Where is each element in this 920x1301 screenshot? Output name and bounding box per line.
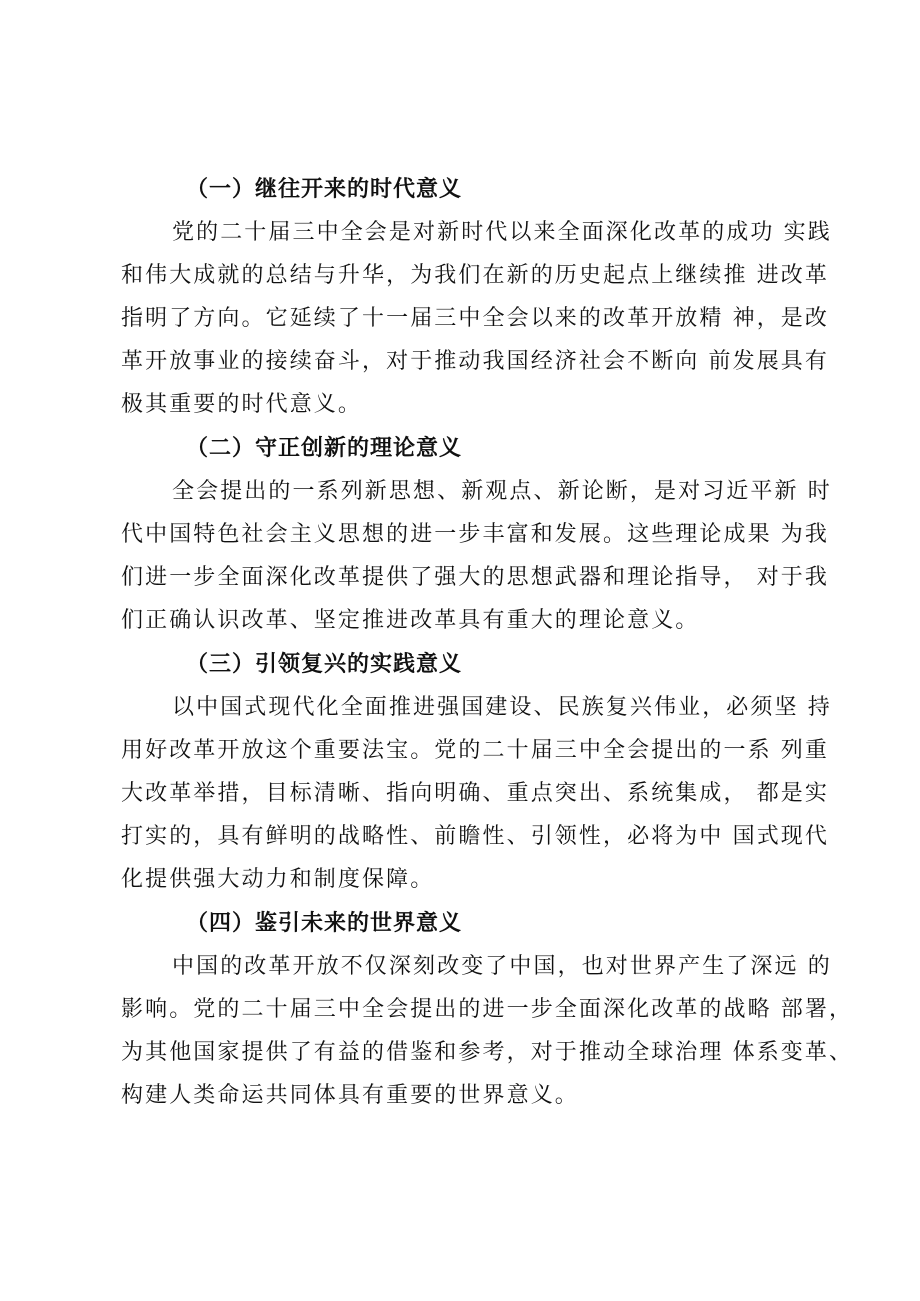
paragraph-line: 全会提出的一系列新思想、新观点、新论断，是对习近平新 时	[172, 479, 832, 504]
section-heading: （四）鉴引未来的世界意义	[186, 911, 463, 936]
paragraph-line: 指明了方向。它延续了十一届三中全会以来的改革开放精 神，是改	[121, 306, 829, 331]
section-heading: （一）继往开来的时代意义	[186, 177, 463, 202]
paragraph-line: 代中国特色社会主义思想的进一步丰富和发展。这些理论成果 为我	[121, 522, 829, 547]
paragraph-line: 和伟大成就的总结与升华，为我们在新的历史起点上继续推 进改革	[121, 263, 829, 288]
paragraph-line: 构建人类命运共同体具有重要的世界意义。	[121, 1083, 579, 1108]
paragraph-line: 大改革举措，目标清晰、指向明确、重点突出、系统集成， 都是实	[121, 781, 829, 806]
paragraph-line: 们正确认识改革、坚定推进改革具有重大的理论意义。	[121, 608, 700, 633]
paragraph-line: 极其重要的时代意义。	[121, 392, 363, 417]
paragraph-line: 为其他国家提供了有益的借鉴和参考，对于推动全球治理 体系变革、	[121, 1040, 854, 1065]
paragraph-line: 中国的改革开放不仅深刻改变了中国，也对世界产生了深远 的	[172, 954, 832, 979]
section-heading: （二）守正创新的理论意义	[186, 436, 463, 461]
section-heading: （三）引领复兴的实践意义	[186, 652, 463, 677]
paragraph-line: 影响。党的二十届三中全会提出的进一步全面深化改革的战略 部署，	[121, 997, 854, 1022]
paragraph-line: 们进一步全面深化改革提供了强大的思想武器和理论指导， 对于我	[121, 565, 829, 590]
paragraph-line: 革开放事业的接续奋斗，对于推动我国经济社会不断向 前发展具有	[121, 349, 829, 374]
paragraph-line: 用好改革开放这个重要法宝。党的二十届三中全会提出的一系 列重	[121, 738, 829, 763]
paragraph-line: 打实的，具有鲜明的战略性、前瞻性、引领性，必将为中 国式现代	[121, 824, 829, 849]
paragraph-line: 党的二十届三中全会是对新时代以来全面深化改革的成功 实践	[172, 220, 832, 245]
paragraph-line: 化提供强大动力和制度保障。	[121, 867, 435, 892]
paragraph-line: 以中国式现代化全面推进强国建设、民族复兴伟业，必须坚 持	[172, 695, 832, 720]
